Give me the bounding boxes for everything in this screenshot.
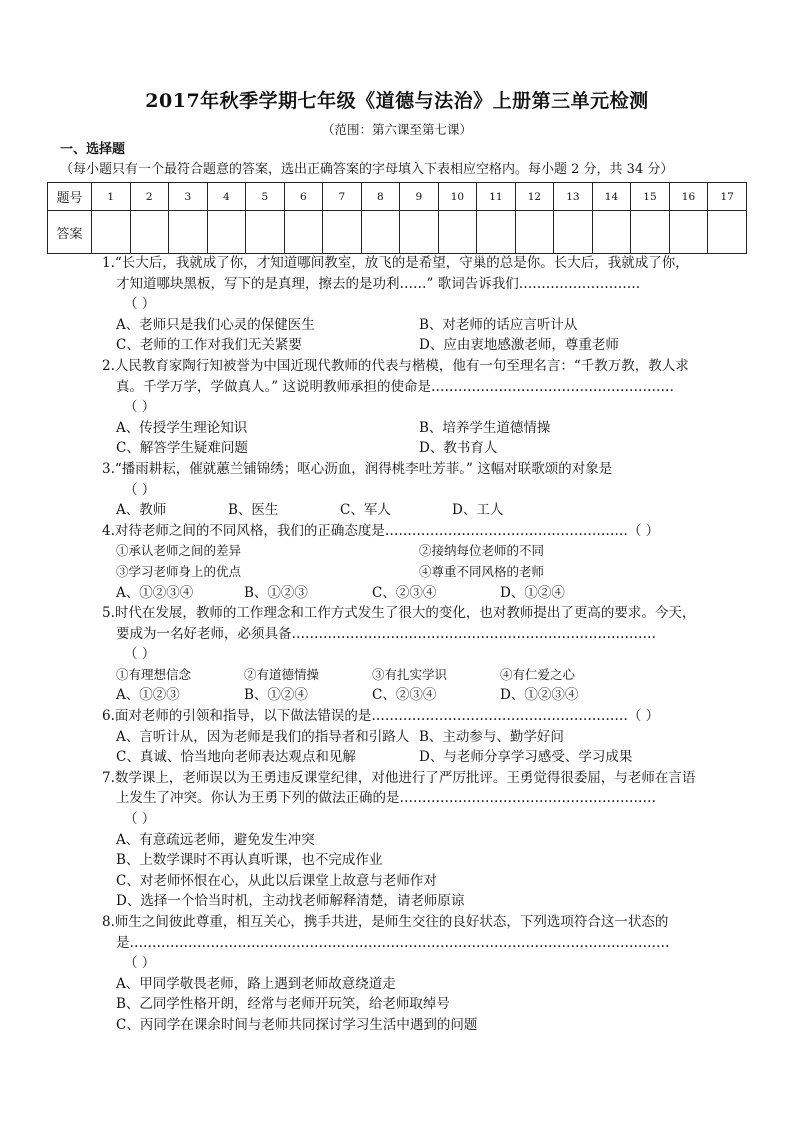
answer-cell[interactable] <box>92 211 131 254</box>
option-d[interactable]: D、与老师分享学习感受、学习成果 <box>419 749 633 766</box>
answer-cell[interactable] <box>246 211 285 254</box>
question-stem-line: 6.面对老师的引领和指导，以下做法错误的是…………………………………………………（ ） <box>102 708 660 725</box>
statement-row <box>102 665 722 686</box>
question-7 <box>102 768 722 912</box>
section-heading: 一、选择题 <box>60 142 126 157</box>
answer-table <box>47 182 747 254</box>
option-b[interactable]: B、上数学课时不再认真听课，也不完成作业 <box>116 852 383 869</box>
question-number-cell: 14 <box>592 183 631 211</box>
option-b[interactable]: B、医生 <box>228 502 279 519</box>
option-a[interactable]: A、甲同学敬畏老师，路上遇到老师故意绕道走 <box>116 975 396 992</box>
option-b[interactable]: B、①②③ <box>244 584 308 601</box>
question-number-cell: 3 <box>169 183 208 211</box>
question-stem-line: 是………………………………………………………………………………………………………… <box>116 934 670 951</box>
statement-row <box>102 562 722 583</box>
answer-cell[interactable] <box>708 211 747 254</box>
question-number-cell: 11 <box>477 183 516 211</box>
option-b[interactable]: B、①②④ <box>244 687 308 704</box>
option-b[interactable]: B、对老师的话应言听计从 <box>419 316 578 333</box>
question-6 <box>102 706 722 768</box>
section-instructions-text: （每小题只有一个最符合题意的答案，选出正确答案的字母填入下表相应空格内。每小题 2 分，共 34 分） <box>60 162 674 177</box>
question-3 <box>102 459 722 521</box>
question-stem-line: 才知道哪块黑板，写下的是真理，擦去的是功利……” 歌词告诉我们……………………… <box>116 275 641 292</box>
question-number-cell: 7 <box>323 183 362 211</box>
option-d[interactable]: D、选择一个恰当时机，主动找老师解释清楚，请老师原谅 <box>116 893 465 910</box>
option-d[interactable]: D、应由衷地感激老师，尊重老师 <box>419 337 619 354</box>
statement-row <box>102 541 722 562</box>
option-c[interactable]: C、对老师怀恨在心，从此以后课堂上故意与老师作对 <box>116 872 437 889</box>
page-title: 2017年秋季学期七年级《道德与法治》上册第三单元检测 <box>145 90 649 112</box>
option-c[interactable]: C、②③④ <box>372 584 437 601</box>
answer-blank: （ ） <box>124 399 156 416</box>
answer-cell[interactable] <box>169 211 208 254</box>
question-number-cell: 8 <box>361 183 400 211</box>
option-a[interactable]: A、老师只是我们心灵的保健医生 <box>116 316 315 333</box>
question-number-cell: 4 <box>207 183 246 211</box>
option-d[interactable]: D、教书育人 <box>419 440 498 457</box>
option-row <box>102 418 722 439</box>
question-number-cell: 1 <box>92 183 131 211</box>
option-c[interactable]: C、军人 <box>340 502 391 519</box>
answer-cell[interactable] <box>400 211 439 254</box>
option-d[interactable]: D、①②③④ <box>500 687 579 704</box>
question-number-cell: 5 <box>246 183 285 211</box>
answer-blank: （ ） <box>124 811 156 828</box>
option-a[interactable]: A、教师 <box>116 502 167 519</box>
question-number-cell: 6 <box>284 183 323 211</box>
option-c[interactable]: C、丙同学在课余时间与老师共同探讨学习生活中遇到的问题 <box>116 1016 478 1033</box>
statement-4: ④尊重不同风格的老师 <box>419 563 545 579</box>
statement-1: ①有理想信念 <box>116 666 192 682</box>
answer-cell[interactable] <box>361 211 400 254</box>
answer-cell[interactable] <box>592 211 631 254</box>
answer-cell[interactable] <box>438 211 477 254</box>
question-stem-line: 3.“播雨耕耘，催就蕙兰铺锦绣；呕心沥血，润得桃李吐芳菲。” 这幅对联歌颂的对象是 <box>102 460 613 477</box>
option-a[interactable]: A、①②③④ <box>116 584 194 601</box>
question-5 <box>102 603 722 706</box>
option-d[interactable]: D、工人 <box>452 502 504 519</box>
answer-cell[interactable] <box>323 211 362 254</box>
question-4 <box>102 521 722 603</box>
option-c[interactable]: C、老师的工作对我们无关紧要 <box>116 337 302 354</box>
question-number-cell: 9 <box>400 183 439 211</box>
answer-table-number-row <box>48 183 747 211</box>
option-row <box>102 747 722 768</box>
answer-cell[interactable] <box>631 211 670 254</box>
option-d[interactable]: D、①②④ <box>500 584 565 601</box>
option-c[interactable]: C、解答学生疑难问题 <box>116 440 248 457</box>
question-2 <box>102 356 722 459</box>
option-row <box>102 500 722 521</box>
answer-cell[interactable] <box>130 211 169 254</box>
option-a[interactable]: A、言听计从，因为老师是我们的指导者和引路人 <box>116 728 410 745</box>
question-number-label: 题号 <box>48 183 92 211</box>
option-a[interactable]: A、有意疏远老师，避免发生冲突 <box>116 831 315 848</box>
section-instructions <box>60 140 736 180</box>
question-stem-line: 上发生了冲突。你认为王勇下列的做法正确的是………………………………………………… <box>116 790 656 807</box>
question-1 <box>102 253 722 356</box>
statement-3: ③有扎实学识 <box>372 666 448 682</box>
question-number-cell: 13 <box>554 183 593 211</box>
answer-cell[interactable] <box>284 211 323 254</box>
option-row <box>102 438 722 459</box>
answer-cell[interactable] <box>554 211 593 254</box>
statement-3: ③学习老师身上的优点 <box>116 563 242 579</box>
question-list <box>102 253 722 1036</box>
statement-4: ④有仁爱之心 <box>500 666 576 682</box>
statement-2: ②有道德情操 <box>244 666 320 682</box>
question-stem-line: 4.对待老师之间的不同风格，我们的正确态度是………………………………………………（ ） <box>102 522 660 539</box>
option-c[interactable]: C、真诚、恰当地向老师表达观点和见解 <box>116 749 356 766</box>
statement-2: ②接纳每位老师的不同 <box>419 543 545 559</box>
question-stem-line: 1.“长大后，我就成了你，才知道哪间教室，放飞的是希望，守巢的总是你。长大后，我就成了你， <box>102 255 689 271</box>
answer-blank: （ ） <box>124 481 156 498</box>
answer-cell[interactable] <box>515 211 554 254</box>
answer-blank: （ ） <box>124 955 156 972</box>
option-a[interactable]: A、传授学生理论知识 <box>116 419 248 436</box>
page-subtitle: （范围：第六课至第七课） <box>321 122 472 137</box>
question-stem-line: 5.时代在发展，教师的工作理念和工作方式发生了很大的变化，也对教师提出了更高的要求。今天， <box>102 605 696 622</box>
question-stem-line: 8.师生之间彼此尊重，相互关心，携手共进，是师生交往的良好状态，下列选项符合这一状态的 <box>102 914 669 930</box>
answer-label: 答案 <box>48 211 92 254</box>
option-row <box>102 727 722 748</box>
question-stem-line: 要成为一名好老师，必须具备……………………………………………………………………… <box>116 625 656 642</box>
option-row <box>102 315 722 336</box>
statement-1: ①承认老师之间的差异 <box>116 543 242 559</box>
option-b[interactable]: B、乙同学性格开朗，经常与老师开玩笑，给老师取绰号 <box>116 996 450 1013</box>
option-b[interactable]: B、培养学生道德情操 <box>419 419 551 436</box>
question-number-cell: 15 <box>631 183 670 211</box>
option-a[interactable]: A、①②③ <box>116 687 180 704</box>
answer-cell[interactable] <box>669 211 708 254</box>
question-stem-line: 真。千学万学，学做真人。” 这说明教师承担的使命是……………………………………………… <box>116 378 674 395</box>
question-number-cell: 10 <box>438 183 477 211</box>
answer-blank: （ ） <box>124 646 156 663</box>
question-8 <box>102 912 722 1036</box>
option-c[interactable]: C、②③④ <box>372 687 437 704</box>
answer-blank: （ ） <box>124 296 156 313</box>
option-row <box>102 583 722 604</box>
option-row <box>102 335 722 356</box>
option-b[interactable]: B、主动参与、勤学好问 <box>419 728 564 745</box>
question-stem-line: 7.数学课上，老师误以为王勇违反课堂纪律，对他进行了严厉批评。王勇觉得很委屈，与老师在言语 <box>102 769 696 786</box>
question-stem-line: 2.人民教育家陶行知被誉为中国近现代教师的代表与楷模，他有一句至理名言：“千教万教，教人求 <box>102 357 689 374</box>
option-row <box>102 685 722 706</box>
answer-table-answer-row <box>48 211 747 254</box>
question-number-cell: 17 <box>708 183 747 211</box>
answer-cell[interactable] <box>207 211 246 254</box>
answer-cell[interactable] <box>477 211 516 254</box>
question-number-cell: 12 <box>515 183 554 211</box>
question-number-cell: 2 <box>130 183 169 211</box>
question-number-cell: 16 <box>669 183 708 211</box>
